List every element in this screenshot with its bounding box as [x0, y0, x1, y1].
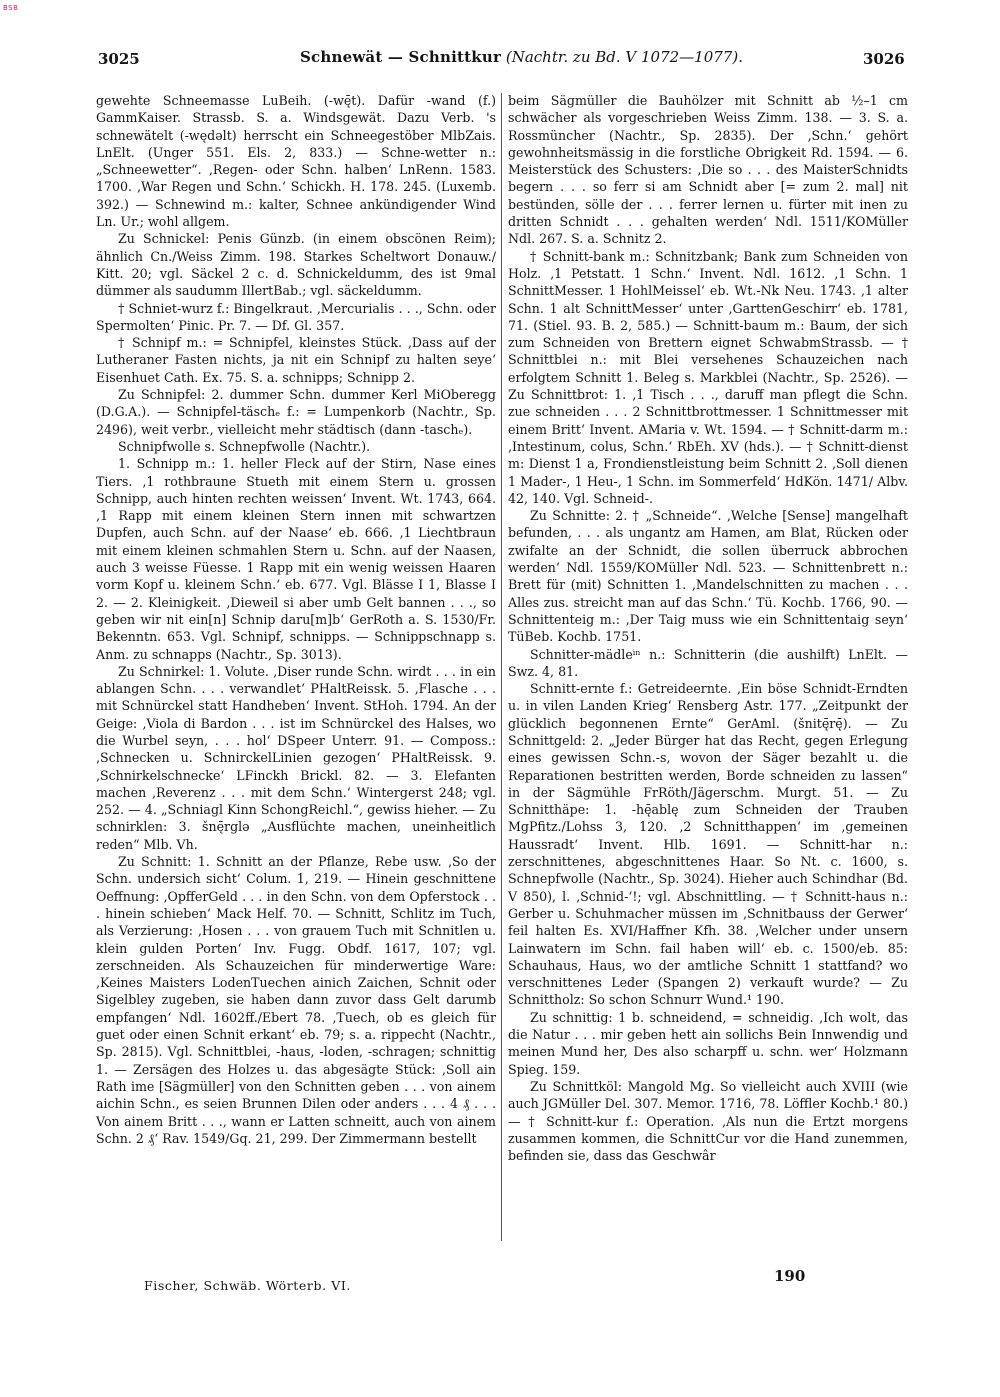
header-subtitle: (Nachtr. zu Bd. V 1072—1077).: [505, 48, 743, 66]
entry-schnipfwolle: Schnipfwolle s. Schnepfwolle (Nachtr.).: [118, 438, 371, 454]
library-stamp: BSB: [3, 4, 19, 12]
entry-schnipfel: Zu Schnipfel: 2. dummer Schn. dummer Kerl MiOberegg (D.G.A.). — Schnipfel-täschₑ f.: = Lumpenkorb (Nachtr., Sp. 2496), weit verbr., vielleicht mehr städtisch (dann -taschₑ).: [96, 387, 496, 437]
entry-schnittig: Zu schnittig: 1 b. schneidend, = schneidig. ‚Ich wolt, das die Natur . . . mir geben hett ain sollichs Bein Innwendig und meinen Mund her, Des also scharpff u. schn. wer‘ Holzmann Spieg. 159.: [508, 1009, 908, 1077]
page-number-left: 3025: [98, 50, 140, 68]
entry-schnipp: 1. Schnipp m.: 1. heller Fleck auf der Stirn, Nase eines Tiers. ‚1 rothbraune Stueth mit einem Stern u. grossen Schnipp, auch hinten rechten weissen‘ Invent. Wt. 1743, 664. ‚1 Rapp mit einem kleinen Stern innen mit schwartzen Dupfen, auch Schn. auf der Naase‘ eb. 666. ‚1 Liechtbraun mit einem kleinen schmahlen Stern u. Schn. auf der Naasen, auch 3 weisse Füesse. 1 Rapp mit ein wenig weissen Haaren vorm Kopf u. kleinem Schn.‘ eb. 677. Vgl. Blässe I 1, Blasse I 2. — 2. Kleinigkeit. ‚Dieweil si aber umb Gelt bannen . . ., so geben wir nit ein[n] Schnip daru[m]b‘ GerRoth a. S. 1530/Fr. Bekenntn. 653. Vgl. Schnipf, schnipps. — Schnippschnapp s. Anm. zu schnapps (Nachtr., Sp. 3013).: [96, 456, 496, 662]
entry-schnickel: Zu Schnickel: Penis Günzb. (in einem obscönen Reim); ähnlich Cn./Weiss Zimm. 198. Starkes Scheltwort Donauw./ Kitt. 20; vgl. Säckel 2 c. d. Schnickeldumm, des ist 9mal dümmer als saudumm IllertBab.; vgl. säckeldumm.: [96, 231, 496, 299]
right-column: [508, 92, 908, 1164]
column-divider: [501, 93, 502, 1241]
entry-schnitt-cont: beim Sägmüller die Bauhölzer mit Schnitt ab ½–1 cm schwächer als vorgeschrieben Weiss Zimm. 138. — 3. S. a. Rossmüncher (Nachtr., Sp. 2835). Der ‚Schn.‘ gehört gewohnheitsmässig in die forstliche Obrigkeit Rd. 1594. — 6. Meisterstück des Schusters: ‚Die so . . . des MaisterSchnidts begern . . . so ferr si am Schnidt aber [= zum 2. mal] nit bestünden, sölle der . . . ferrer lernen u. fürter mit inen zu dritten Schnidt . . . gehalten werden‘ Ndl. 1511/KOMüller Ndl. 267. S. a. Schnitz 2.: [508, 93, 908, 247]
footer-source: Fischer, Schwäb. Wörterb. VI.: [144, 1278, 351, 1293]
entry-schnirkel: Zu Schnirkel: 1. Volute. ‚Diser runde Schn. wirdt . . . in ein ablangen Schn. . . . verwandlet‘ PHaltReissk. 5. ‚Flasche . . . mit Schnürckel statt Handheben‘ Invent. StHoh. 1794. An der Geige: ‚Viola di Bardon . . . ist im Schnürckel des Halses, wo die Wurbel seyn, . . . hol‘ DSpeer Unterr. 91. — Composs.: ‚Schnecken u. SchnirckelLinien gezogen‘ PHaltReissk. 9. ‚Schnirkelschnecke‘ LFinckh Brickl. 82. — 3. Elefanten machen ‚Reverenz . . . mit dem Schn.‘ Wintergerst 248; vgl. 252. — 4. „Schniagl Kinn SchongReichl.“, gewiss hieher. — Zu schnirklen: 3. šnę̄rglə „Ausflüchte machen, uneinheitlich reden“ Mlb. Vh.: [96, 663, 496, 852]
footer-folio: 190: [774, 1267, 806, 1285]
entry-schnittkoel: Zu Schnittköl: Mangold Mg. So vielleicht auch XVIII (wie auch JGMüller Del. 307. Memor. 1716, 78. Löffler Kochb.¹ 80.) — † Schnitt-kur f.: Operation. ‚Als nun die Ertzt morgens zusammen kommen, die SchnittCur vor die Hand zunemmen, befinden sie, dass das Geschwâr: [508, 1078, 908, 1164]
entry-schnewaet-cont: gewehte Schneemasse LuBeih. (-wę̄t). Dafür -wand (f.) GammKaiser. Strassb. S. a. Windsgewät. Dazu Verb. 's schnewätelt (-wędəlt) herrscht ein Schneegestöber MlbZais. LnElt. (Unger 551. Els. 2, 833.) — Schne-wetter n.: „Schneewetter“. ‚Regen- oder Schn. halben‘ LnRenn. 1583. 1700. ‚War Regen und Schn.‘ Schickh. H. 178. 245. (Luxemb. 392.) — Schnewind m.: kalter, Schnee ankündigender Wind Ln. Ur.; wohl allgem.: [96, 93, 496, 230]
entry-schnitt: Zu Schnitt: 1. Schnitt an der Pflanze, Rebe usw. ‚So der Schn. undersich sicht‘ Colum. 1, 219. — Hinein geschnittene Oeffnung: ‚OpfferGeld . . . in den Schn. von dem Opferstock . . . hinein schieben‘ Mack Helf. 70. — Schnitt, Schlitz im Tuch, als Verzierung: ‚Hosen . . . von grauem Tuch mit Schnitlen u. klein gulden Porten‘ Inv. Fugg. Obdf. 1617, 107; vgl. zerschneiden. Als Schauzeichen für minderwertige Ware: ‚Keines Maisters LodenTuechen ainich Zaichen, Schnit oder Sigelbley zugeben, sie haben dann zuvor dass Gelt darumb empfangen‘ Ndl. 1602ff./Ebert 78. ‚Tuech, ob es gleich für guet oder einen Schnit erkant‘ eb. 79; s. a. rippecht (Nachtr., Sp. 2815). Vgl. Schnittblei, -haus, -loden, -schragen; schnittig 1. — Zersägen des Holzes u. das abgesägte Stück: ‚Soll ain Rath ime [Sägmüller] von den Schnitten geben . . . von ainem aichin Schn., es seien Brunnen Dilen oder anders . . . 4 ₰ . . . Von ainem Britt . . ., wann er Latten schneitt, auch von ainem Schn. 2 ₰‘ Rav. 1549/Gq. 21, 299. Der Zimmermann bestellt: [96, 854, 496, 1146]
entry-schnietwurz: † Schniet-wurz f.: Bingelkraut. ‚Mercurialis . . ., Schn. oder Spermolten‘ Pinic. Pr. 7. — Df. Gl. 357.: [96, 300, 496, 333]
entry-schnittbank: † Schnitt-bank m.: Schnitzbank; Bank zum Schneiden von Holz. ‚1 Petstatt. 1 Schn.‘ Invent. Ndl. 1612. ‚1 Schn. 1 SchnittMesser. 1 HohlMeissel‘ eb. Wt.-Nk Neu. 1743. ‚1 alter Schn. 1 alt SchnittMesser‘ unter ‚GarttenGeschirr‘ eb. 1781, 71. (Stiel. 93. B. 2, 585.) — Schnitt-baum m.: Baum, der sich zum Schneiden von Brettern eignet SchwabmStrassb. — † Schnittblei n.: mit Blei versehenes Schauzeichen nach erfolgtem Schnitt 1. Beleg s. Markblei (Nachtr., Sp. 2526). — Zu Schnittbrot: 1. ‚1 Tisch . . ., daruff man pflegt die Schn. zue schneiden . . . 2 Schnittbrottmesser. 1 Schnittmesser mit einem Britt‘ Invent. AMaria v. Wt. 1594. — † Schnitt-darm m.: ‚Intestinum, colus, Schn.‘ RbEh. XV (hds.). — † Schnitt-dienst m: Dienst 1 a, Frondienstleistung beim Schnitt 2. ‚Soll dienen 1 Mader-, 1 Heu-, 1 Schn. im Sommerfeld‘ HdKön. 1471/ Albv. 42, 140. Vgl. Schneid-.: [508, 248, 908, 506]
entry-schnittermaedle: Schnitter-mädleⁱⁿ n.: Schnitterin (die aushilft) LnElt. — Swz. 4, 81.: [508, 646, 908, 679]
running-header: [300, 48, 760, 66]
entry-schnitternte: Schnitt-ernte f.: Getreideernte. ‚Ein böse Schnidt-Erndten u. in vilen Landen Krieg‘ Rensberg Astr. 177. „Zeitpunkt der glücklich begonnenen Ernte“ GerAml. (šnitę̄rę̄). — Zu Schnittgeld: 2. „Jeder Bürger hat das Recht, gegen Erlegung eines gewissen Schn.-s, wovon der Säger bezahlt u. die Reparationen bestritten werden, Borde schneiden zu lassen“ in der Sägmühle FrRöth/Jägerschm. Murgt. 51. — Zu Schnitthäpe: 1. -hę̄ablę zum Schneiden der Trauben MgPfitz./Lohss 3, 120. ‚2 Schnitthappen‘ im ‚gemeinen Haussradt‘ Invent. Hlb. 1691. — Schnitt-har n.: zerschnittenes, abgeschnittenes Haar. So Nt. c. 1600, s. Schnepfwolle (Nachtr., Sp. 3024). Hieher auch Schindhar (Bd. V 850), l. ‚Schnid-‘!; vgl. Abschnittling. — † Schnitt-haus n.: Gerber u. Schuhmacher müssen im ‚Schnitbauss der Gerwer‘ feil halten Es. XVI/Haffner Kfh. 38. ‚Welcher under unsern Lainwatern im Schn. fail haben will‘ eb. c. 1500/eb. 85: Schauhaus, Haus, wo der amtliche Schnitt 1 stattfand? wo verschnittenes Leder (Spangen 2) verkauft wurde? — Zu Schnittholz: So schon Schnurr Wund.¹ 190.: [508, 681, 908, 1008]
entry-schnitte: Zu Schnitte: 2. † „Schneide“. ‚Welche [Sense] mangelhaft befunden, . . . als ungantz am Hamen, am Blat, Rücken oder zwifalte an der Schnidt, die sollen überruck abbrochen werden‘ Ndl. 1559/KOMüller Ndl. 523. — Schnittenbrett n.: Brett für (mit) Schnitten 1. ‚Mandelschnitten zu machen . . . Alles zus. streicht man auf das Schn.‘ Tü. Kochb. 1766, 90. — Schnittenteig m.: ‚Der Taig muss wie ein Schnittentaig seyn‘ TüBeb. Kochb. 1751.: [508, 508, 908, 645]
left-column: [96, 92, 496, 1147]
header-title: Schnewät — Schnittkur: [300, 48, 502, 66]
page-number-right: 3026: [863, 50, 905, 68]
entry-schnipf: † Schnipf m.: = Schnipfel, kleinstes Stück. ‚Dass auf der Lutheraner Fasten nichts, ja nit ein Schnipf zu halten seye‘ Eisenhuet Cath. Ex. 75. S. a. schnipps; Schnipp 2.: [96, 335, 496, 385]
